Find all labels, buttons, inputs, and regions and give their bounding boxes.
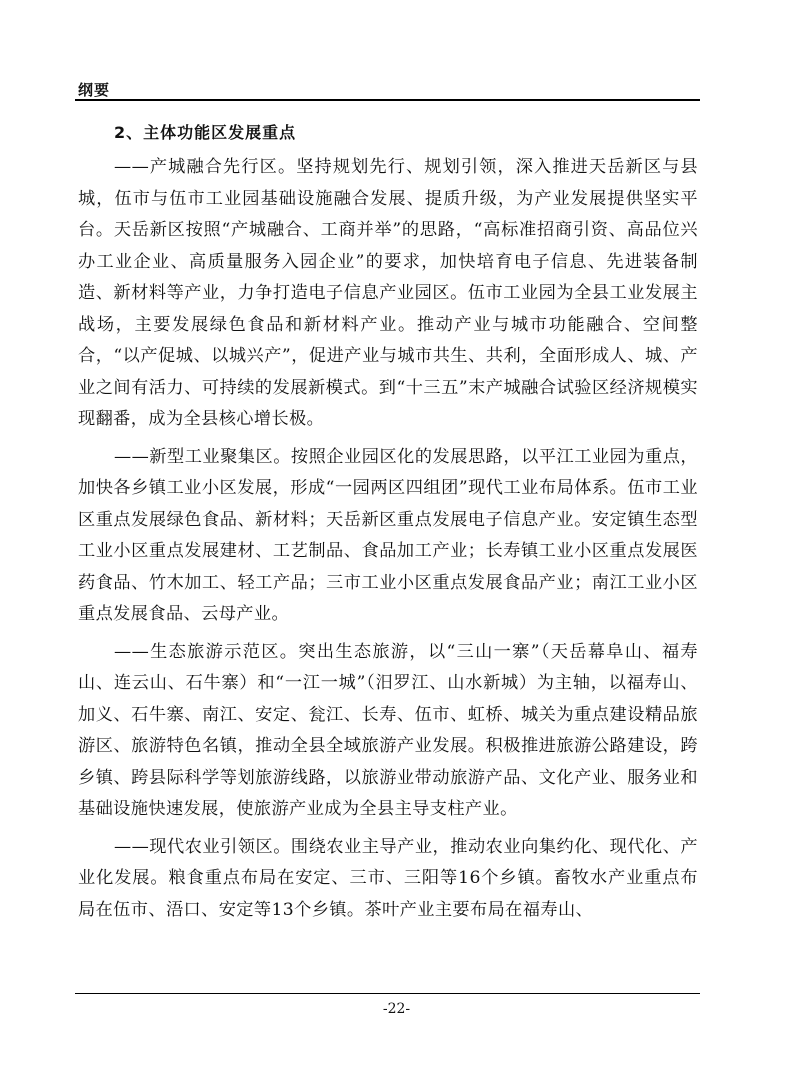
paragraph-modern-agriculture-zone: ——现代农业引领区。围绕农业主导产业，推动农业向集约化、现代化、产业化发展。粮食重点布局在安定、三市、三阳等16个乡镇。畜牧水产业重点布局在伍市、浯口、安定等13个乡镇。茶叶产业主要布局在福寿山、 xyxy=(78,836,698,920)
paragraph-eco-tourism-zone: ——生态旅游示范区。突出生态旅游，以“三山一寨”（天岳幕阜山、福寿山、连云山、石牛寨）和“一江一城”（汨罗江、山水新城）为主轴，以福寿山、加义、石牛寨、南江、安定、瓮江、长寿、伍市、虹桥、城关为重点建设精品旅游区、旅游特色名镇，推动全县全域旅游产业发展。积极推进旅游公路建设，跨乡镇、跨县际科学等划旅游线路，以旅游业带动旅游产品、文化产业、服务业和基础设施快速发展，使旅游产业成为全县主导支柱产业。 xyxy=(78,641,698,819)
running-header-label: 纲要 xyxy=(78,81,111,99)
section-heading: 2、主体功能区发展重点 xyxy=(114,123,297,142)
paragraph-industrial-cluster-zone: ——新型工业聚集区。按照企业园区化的发展思路，以平江工业园为重点，加快各乡镇工业小区发展，形成“一园两区四组团”现代工业布局体系。伍市工业区重点发展绿色食品、新材料；天岳新区重点发展电子信息产业。安定镇生态型工业小区重点发展建材、工艺制品、食品加工产业；长寿镇工业小区重点发展医药食品、竹木加工、轻工产品；三市工业小区重点发展食品产业；南江工业小区重点发展食品、云母产业。 xyxy=(78,446,698,624)
footer-divider xyxy=(75,993,700,994)
page-number: -22- xyxy=(382,1001,411,1017)
page-body xyxy=(78,118,698,932)
header-divider xyxy=(75,99,700,101)
paragraph-industry-city-zone: ——产城融合先行区。坚持规划先行、规划引领，深入推进天岳新区与县城，伍市与伍市工业园基础设施融合发展、提质升级，为产业发展提供坚实平台。天岳新区按照“产城融合、工商并举”的思路，“高标准招商引资、高品位兴办工业企业、高质量服务入园企业”的要求，加快培育电子信息、先进装备制造、新材料等产业，力争打造电子信息产业园区。伍市工业园为全县工业发展主战场，主要发展绿色食品和新材料产业。推动产业与城市功能融合、空间整合，“以产促城、以城兴产”，促进产业与城市共生、共利，全面形成人、城、产业之间有活力、可持续的发展新模式。到“十三五”末产城融合试验区经济规模实现翻番，成为全县核心增长极。 xyxy=(78,157,698,429)
